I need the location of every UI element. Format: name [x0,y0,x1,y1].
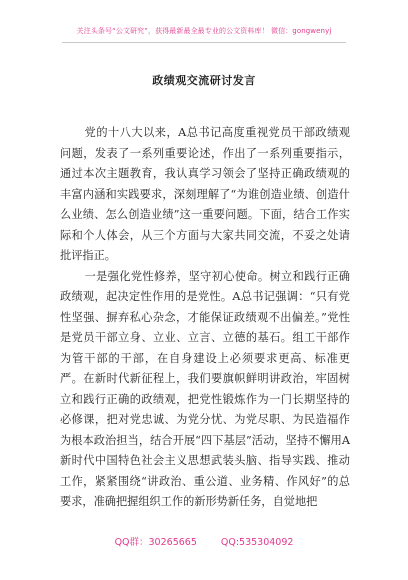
footer-qq: QQ:535304092 [220,537,294,548]
footer-qq-group: QQ群：30265665 [114,537,197,548]
document-body [60,123,350,513]
paragraph-point-one: 一是强化党性修养，坚守初心使命。树立和践行正确政绩观，起决定性作用的是党性。A总书记强调：“只有党性坚强、摒弃私心杂念，才能保证政绩观不出偏差。”党性是党员干部立身、立业、立言、立德的基石。组工干部作为管干部的干部，在自身建设上必须要求更高、标准更严。在新时代新征程上，我们要旗帜鲜明讲政治，牢固树立和践行正确的政绩观，把党性锻炼作为一门长期坚持的必修课，把对党忠诚、为党分忧、为党尽职、为民造福作为根本政治担当，结合开展“四下基层”活动，坚持不懈用A新时代中国特色社会主义思想武装头脑、指导实践、推动工作，紧紧围绕“讲政治、重公道、业务精、作风好”的总要求，准确把握组织工作的新形势新任务，自觉地把 [60,269,350,508]
footer-contact [0,534,408,548]
paragraph-intro: 党的十八大以来，A总书记高度重视党员干部政绩观问题，发表了一系列重要论述，作出了一系列重要指示，通过本次主题教育，我认真学习领会了坚持正确政绩观的丰富内涵和实践要求，深刻理解了“为谁创造业绩、创造什么业绩、怎么创造业绩”这一重要问题。下面，结合工作实际和个人体会，从三个方面与大家共同交流，不妥之处请批评指正。 [60,126,350,262]
header-banner: 关注头条号“公文研究”，获得最新最全最专业的公文资料库！ 微信：gongwenyj [76,27,332,35]
document-title: 政绩观交流研讨发言 [152,74,256,87]
header-divider [62,42,346,43]
